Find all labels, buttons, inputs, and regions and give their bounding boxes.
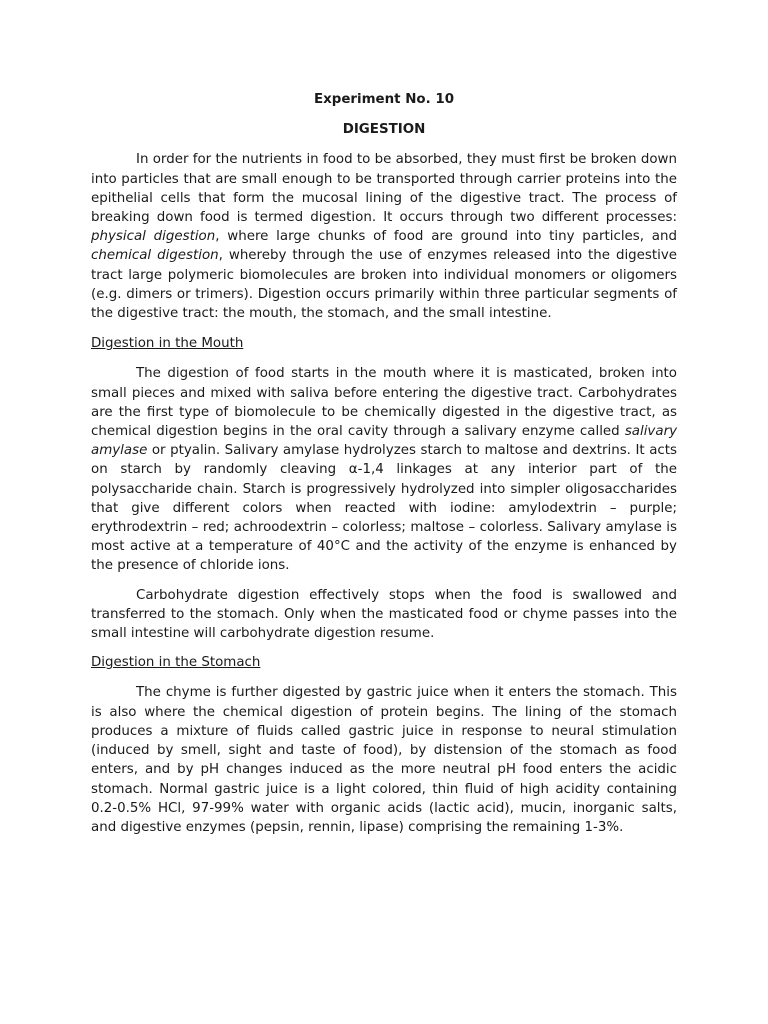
mouth-text-1b: or ptyalin. Salivary amylase hydrolyzes starch to maltose and dextrins. It acts on starch by randomly cleaving α-1,4 linkages at any interior part of the polysaccharide chain. Starch is progressively hydrolyzed into simpler oligosaccharides that give different colors when reacted with iodine: amylodextrin – purple; erythrodextrin – red; achroodextrin – colorless; maltose – colorless. Salivary amylase is most active at a temperature of 40°C and the activity of the enzyme is enhanced by the presence of chloride ions. bbox=[91, 443, 677, 574]
stomach-paragraph-1: The chyme is further digested by gastric juice when it enters the stomach. This is also where the chemical digestion of protein begins. The lining of the stomach produces a mixture of fluids called gastric juice in response to neural stimulation (induced by smell, sight and taste of food), by distension of the stomach as food enters, and by pH changes induced as the more neutral pH food enters the acidic stomach. Normal gastric juice is a light colored, thin fluid of high acidity containing 0.2-0.5% HCl, 97-99% water with organic acids (lactic acid), mucin, inorganic salts, and digestive enzymes (pepsin, rennin, lipase) comprising the remaining 1-3%. bbox=[91, 685, 677, 835]
term-physical-digestion: physical digestion bbox=[91, 229, 216, 245]
intro-text-3: , whereby through the use of enzymes released into the digestive tract large polymeric biomolecules are broken into individual monomers or oligomers (e.g. dimers or trimers). Digestion occurs primarily within three particular segments of the digestive tract: the mouth, the stomach, and the small intestine. bbox=[91, 248, 678, 322]
page-subtitle: DIGESTION bbox=[342, 122, 426, 138]
section-heading-mouth: Digestion in the Mouth bbox=[91, 336, 244, 352]
page-title: Experiment No. 10 bbox=[313, 92, 455, 107]
mouth-paragraph-1 bbox=[91, 364, 677, 575]
intro-paragraph bbox=[91, 150, 677, 323]
intro-text-1: In order for the nutrients in food to be absorbed, they must first be broken down into particles that are small enough to be transported through carrier proteins into the epithelial cells that form the mucosal lining of the digestive tract. The process of breaking down food is termed digestion. It occurs through two different processes: bbox=[91, 152, 677, 226]
term-salivary-amylase: salivary amylase bbox=[91, 424, 677, 459]
mouth-paragraph-2: Carbohydrate digestion effectively stops when the food is swallowed and transferred to the stomach. Only when the masticated food or chyme passes into the small intestine will carbohydrate digestion resume. bbox=[91, 587, 677, 642]
intro-text-2: , where large chunks of food are ground into tiny particles, and bbox=[215, 229, 677, 245]
section-heading-stomach: Digestion in the Stomach bbox=[91, 655, 261, 671]
mouth-text-1a: The digestion of food starts in the mouth where it is masticated, broken into small pieces and mixed with saliva before entering the digestive tract. Carbohydrates are the first type of biomolecule to be chemically digested in the digestive tract, as chemical digestion begins in the oral cavity through a salivary enzyme called bbox=[91, 366, 677, 440]
term-chemical-digestion: chemical digestion bbox=[91, 248, 219, 264]
